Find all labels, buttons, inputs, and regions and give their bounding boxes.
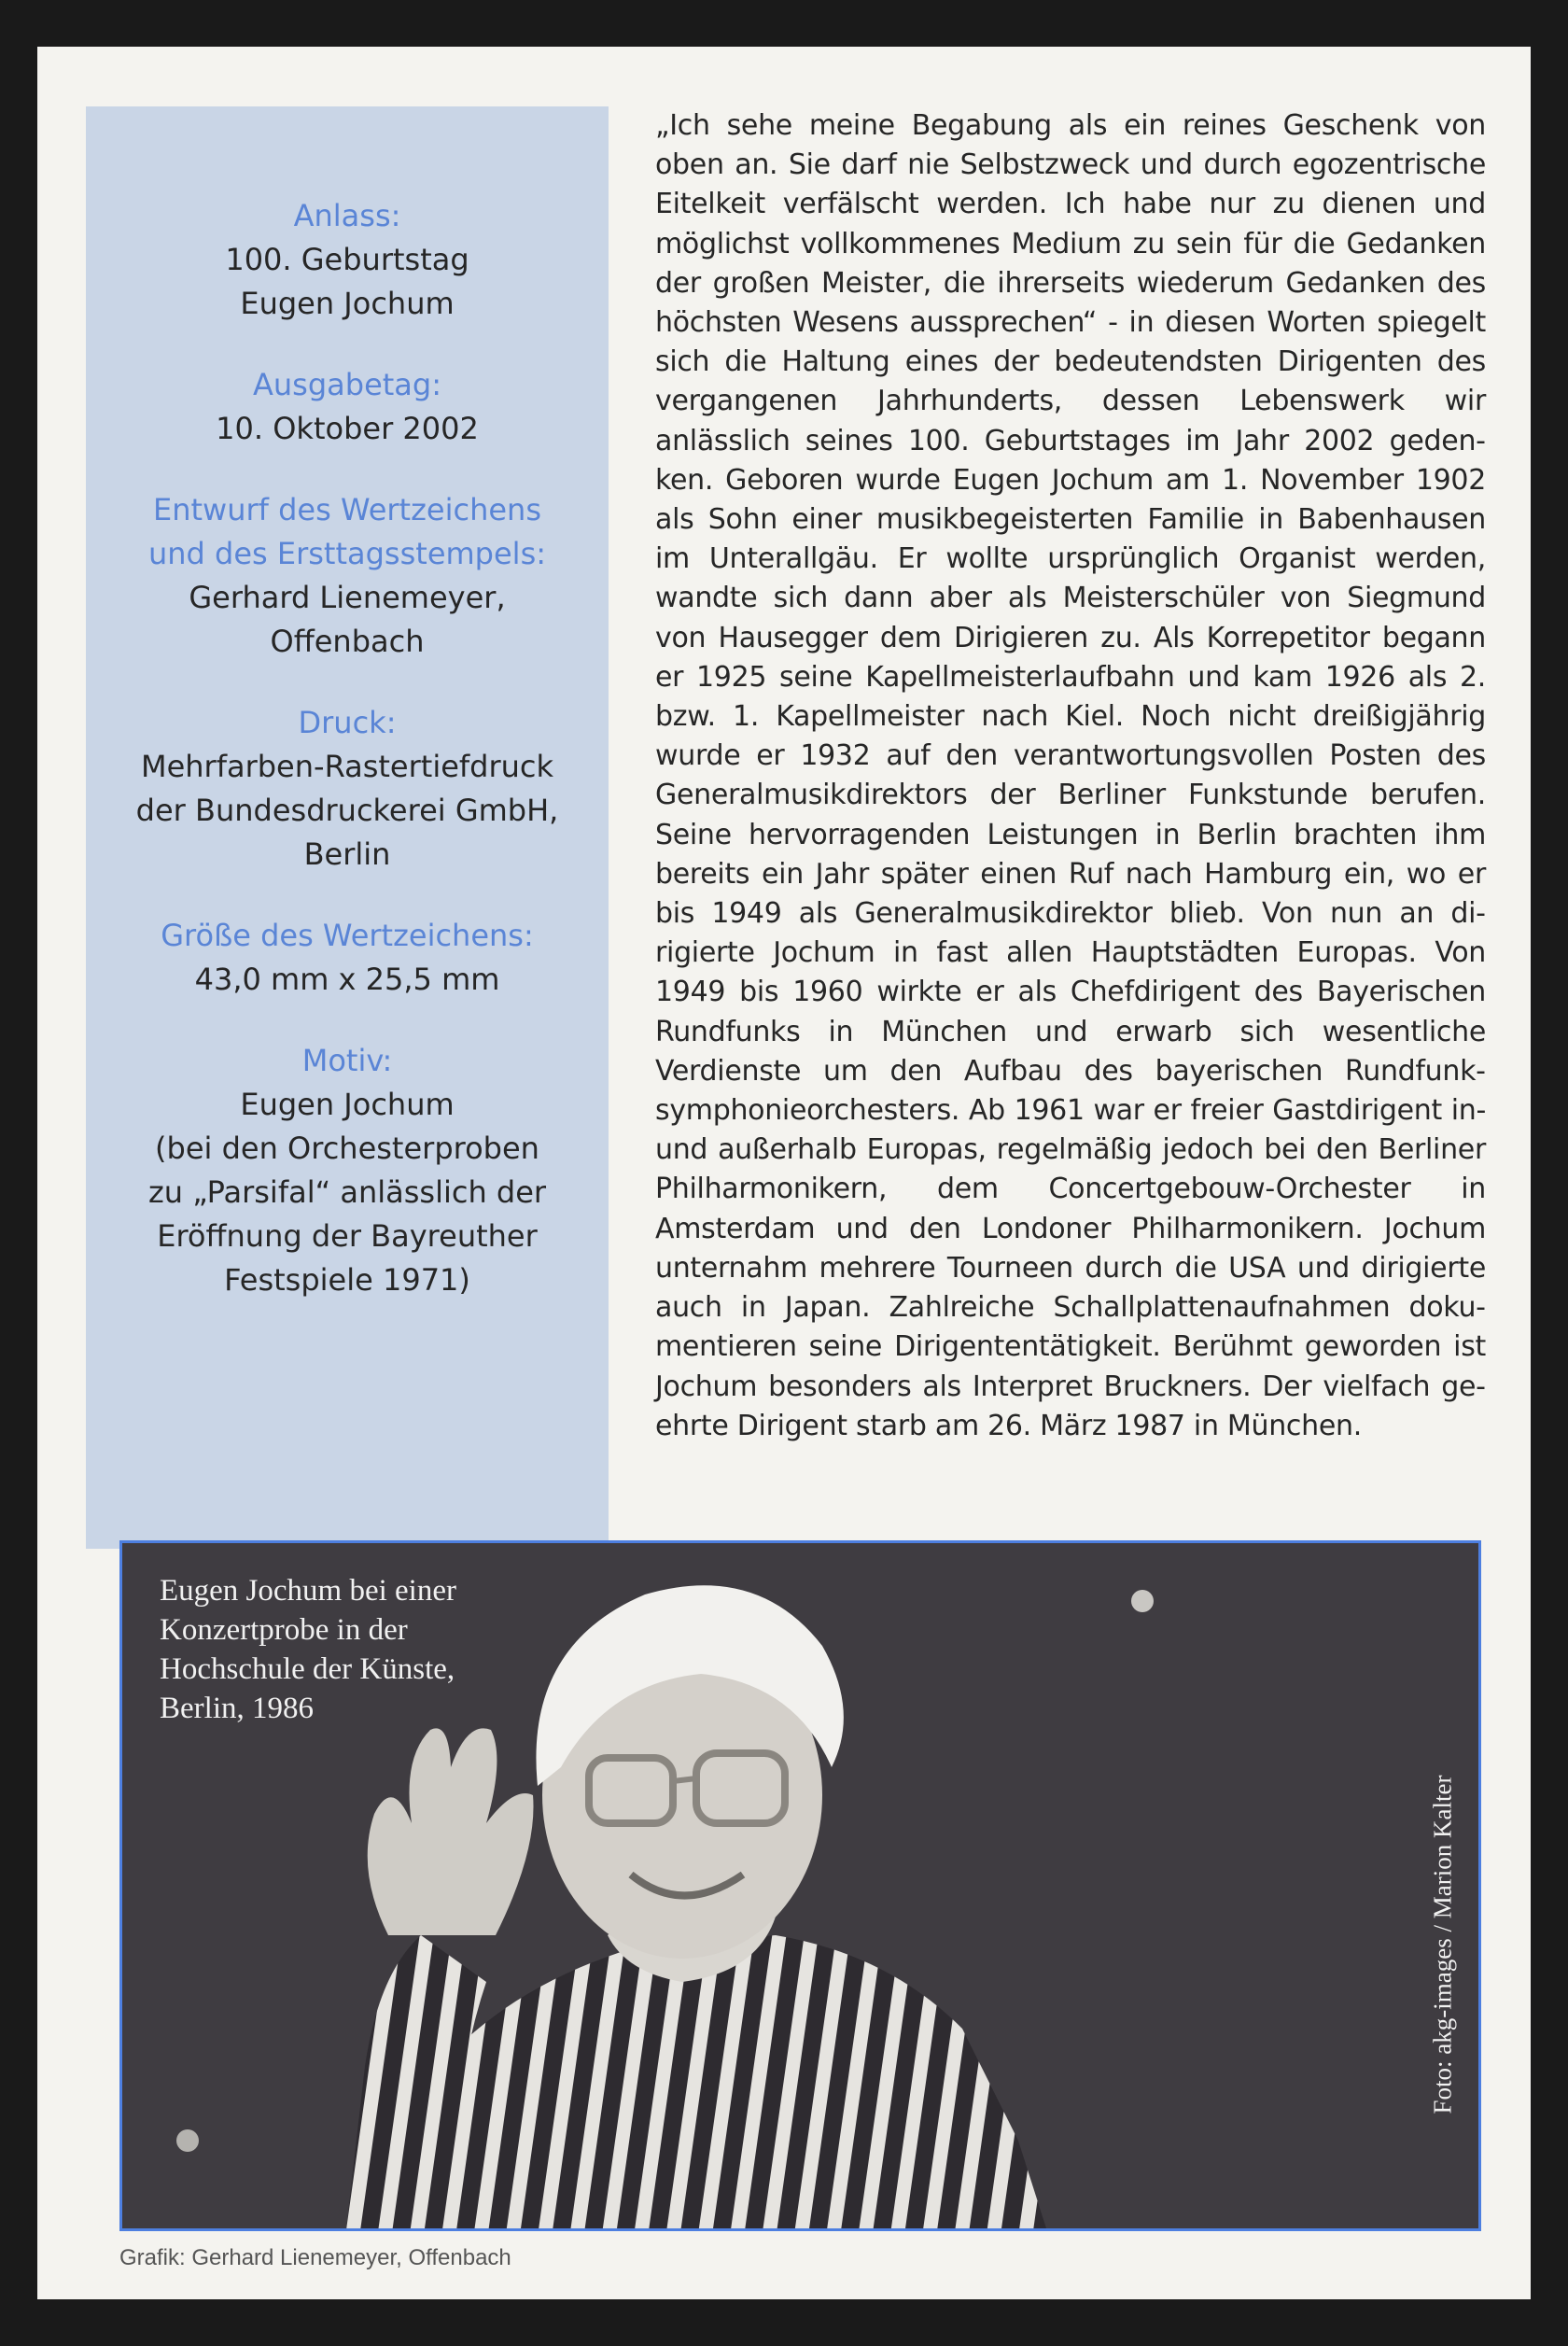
anlass-line: Eugen Jochum (240, 286, 455, 321)
info-groesse (86, 914, 609, 1002)
entwurf-line: Gerhard Lienemeyer, (189, 580, 506, 615)
portrait-photo (119, 1540, 1481, 2231)
entwurf-label: und des Ersttagsstempels: (147, 536, 547, 571)
groesse-line: 43,0 mm x 25,5 mm (194, 962, 500, 997)
light-spot (1131, 1590, 1154, 1612)
caption-line: Hochschule der Künste, (160, 1652, 455, 1686)
anlass-label: Anlass: (293, 198, 401, 233)
druck-line: Mehrfarben-Rastertiefdruck (140, 749, 554, 784)
caption-line: Eugen Jochum bei einer (160, 1574, 456, 1608)
caption-line: Konzertprobe in der (160, 1613, 408, 1647)
motiv-label: Motiv: (301, 1043, 393, 1078)
druck-line: der Bundesdruckerei GmbH, (135, 793, 559, 828)
info-entwurf (86, 488, 609, 664)
groesse-label: Größe des Wertzeichens: (161, 918, 534, 953)
photo-credit (1424, 1683, 1462, 2206)
info-ausgabetag (86, 363, 609, 451)
druck-label: Druck: (298, 705, 397, 740)
entwurf-line: Offenbach (270, 624, 425, 659)
anlass-line: 100. Geburtstag (225, 242, 469, 277)
info-sidebar (86, 106, 609, 1549)
ausgabetag-label: Ausgabetag: (252, 367, 441, 402)
druck-line: Berlin (303, 836, 391, 872)
graphic-credit: Grafik: Gerhard Lienemeyer, Offenbach (119, 2245, 511, 2270)
article-body: „Ich sehe meine Begabung als ein reines Geschenk von oben an. Sie darf nie Selbstzweck und durch egozentrische Eitelkeit verfälscht werden. Ich habe nur zu dienen und möglichst vollkommenes Medium zu sein für die Gedanken der großen Meister, die ihrerseits wiederum Gedanken des höchsten Wesens aussprechen“ - in diesen Worten spiegelt sich die Haltung eines der bedeutendsten Dirigenten des vergangenen Jahrhunderts, dessen Lebenswerk wir anlässlich seines 100. Geburtstages im Jahr 2002 gedenken. Geboren wurde Eugen Jochum am 1. November 1902 als Sohn einer musikbegeisterten Familie in Babenhausen im Unterallgäu. Er wollte ursprünglich Organist werden, wandte sich dann aber als Meisterschüler von Siegmund von Hausegger dem Dirigieren zu. Als Korrepetitor begann er 1925 seine Kapellmeisterlaufbahn und kam 1926 als 2. bzw. 1. Kapellmeister nach Kiel. Noch nicht dreißigjährig wurde er 1932 auf den verantwortungsvollen Posten des Generalmusikdirektors der Berliner Funkstunde berufen. Seine hervorragenden Leistungen in Berlin brachten ihm bereits ein Jahr später einen Ruf nach Hamburg ein, wo er bis 1949 als Generalmusikdirektor blieb. Von nun an dirigierte Jochum in fast allen Hauptstädten Europas. Von 1949 bis 1960 wirkte er als Chefdirigent des Bayerischen Rundfunks in München und erwarb sich wesentliche Verdienste um den Aufbau des bayerischen Rundfunksymphonieorchesters. Ab 1961 war er freier Gastdirigent in- und außerhalb Europas, regelmäßig jedoch bei den Berliner Philharmonikern, dem Concertgebouw-Orchester in Amsterdam und den Londoner Philharmonikern. Jochum unternahm mehrere Tourneen durch die USA und dirigierte auch in Japan. Zahlreiche Schallplattenaufnahmen dokumentieren seine Dirigententätigkeit. Berühmt geworden ist Jochum besonders als Interpret Bruckners. Der vielfach geehrte Dirigent starb am 26. März 1987 in München. (655, 109, 1486, 1442)
motiv-line: Festspiele 1971) (224, 1262, 470, 1298)
photo-caption (160, 1571, 456, 1728)
document-page (37, 47, 1531, 2299)
motiv-line: zu „Parsifal“ anlässlich der (147, 1174, 547, 1210)
motiv-line: (bei den Orchesterproben (155, 1131, 539, 1166)
entwurf-label: Entwurf des Wertzeichens (153, 492, 541, 527)
raised-hand (368, 1728, 534, 1935)
info-anlass (86, 194, 609, 326)
motiv-line: Eugen Jochum (240, 1087, 455, 1122)
caption-line: Berlin, 1986 (160, 1692, 314, 1725)
striped-shirt (402, 1935, 1046, 2228)
photo-credit-text: Foto: akg-images / Marion Kalter (1428, 1775, 1457, 2114)
info-druck (86, 701, 609, 877)
ausgabetag-line: 10. Oktober 2002 (216, 411, 479, 446)
light-spot (176, 2129, 199, 2152)
info-motiv (86, 1039, 609, 1302)
motiv-line: Eröffnung der Bayreuther (157, 1218, 538, 1254)
